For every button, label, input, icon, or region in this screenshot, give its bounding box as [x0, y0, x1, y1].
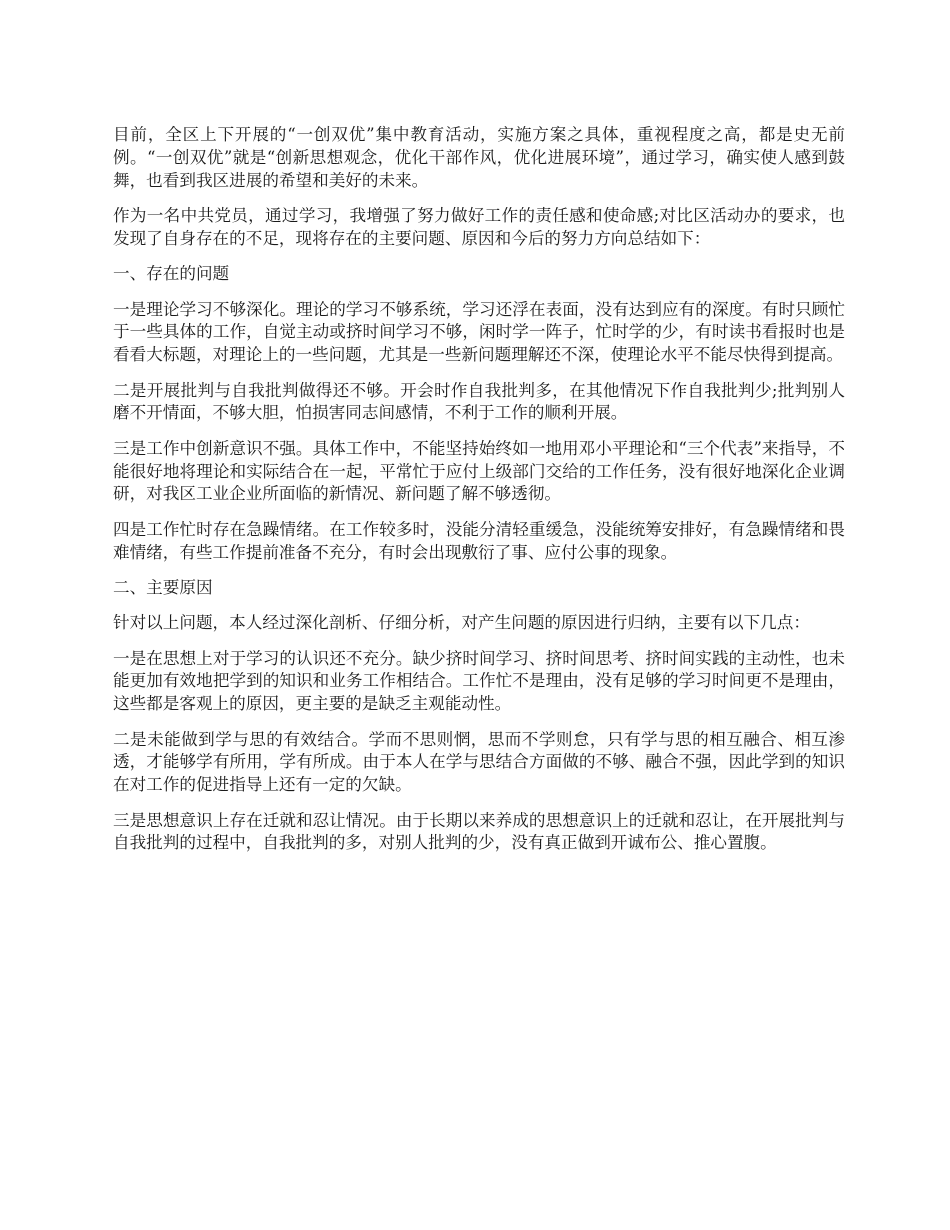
problem-paragraph-3: 三是工作中创新意识不强。具体工作中，不能坚持始终如一地用邓小平理论和“三个代表”来指导，不能很好地将理论和实际结合在一起，平常忙于应付上级部门交给的工作任务，没有很好地深化企业调研，对我区工业企业所面临的新情况、新问题了解不够透彻。	[113, 438, 845, 504]
section-heading-problems: 一、存在的问题	[113, 264, 230, 284]
document-body	[113, 124, 845, 868]
problem-paragraph-4: 四是工作忙时存在急躁情绪。在工作较多时，没能分清轻重缓急，没能统筹安排好，有急躁情绪和畏难情绪，有些工作提前准备不充分，有时会出现敷衍了事、应付公事的现象。	[113, 519, 845, 562]
problem-paragraph-2: 二是开展批判与自我批判做得还不够。开会时作自我批判多，在其他情况下作自我批判少;批判别人磨不开情面，不够大胆，怕损害同志间感情，不利于工作的顺利开展。	[113, 380, 845, 423]
intro-paragraph: 目前，全区上下开展的“一创双优”集中教育活动，实施方案之具体，重视程度之高，都是史无前例。“一创双优”就是“创新思想观念，优化干部作风，优化进展环境”，通过学习，确实使人感到鼓舞，也看到我区进展的希望和美好的未来。	[113, 125, 845, 190]
reason-paragraph-2: 二是未能做到学与思的有效结合。学而不思则惘，思而不学则怠，只有学与思的相互融合、相互渗透，才能够学有所用，学有所成。由于本人在学与思结合方面做的不够、融合不强，因此学到的知识在对工作的促进指导上还有一定的欠缺。	[113, 729, 845, 795]
section-heading-reasons: 二、主要原因	[113, 577, 213, 597]
purpose-paragraph: 作为一名中共党员，通过学习，我增强了努力做好工作的责任感和使命感;对比区活动办的要求，也发现了自身存在的不足，现将存在的主要问题、原因和今后的努力方向总结如下：	[113, 205, 845, 248]
reason-paragraph-3: 三是思想意识上存在迁就和忍让情况。由于长期以来养成的思想意识上的迁就和忍让，在开展批判与自我批判的过程中，自我批判的多，对别人批判的少，没有真正做到开诚布公、推心置腹。	[113, 810, 845, 853]
reason-paragraph-1: 一是在思想上对于学习的认识还不充分。缺少挤时间学习、挤时间思考、挤时间实践的主动性，也未能更加有效地把学到的知识和业务工作相结合。工作忙不是理由，没有足够的学习时间更不是理由，这些都是客观上的原因，更主要的是缺乏主观能动性。	[113, 648, 845, 714]
reasons-intro-paragraph: 针对以上问题，本人经过深化剖析、仔细分析，对产生问题的原因进行归纳，主要有以下几点：	[113, 613, 810, 633]
problem-paragraph-1: 一是理论学习不够深化。理论的学习不够系统，学习还浮在表面，没有达到应有的深度。有时只顾忙于一些具体的工作，自觉主动或挤时间学习不够，闲时学一阵子，忙时学的少，有时读书看报时也是看看大标题，对理论上的一些问题，尤其是一些新问题理解还不深，使理论水平不能尽快得到提高。	[113, 299, 845, 365]
